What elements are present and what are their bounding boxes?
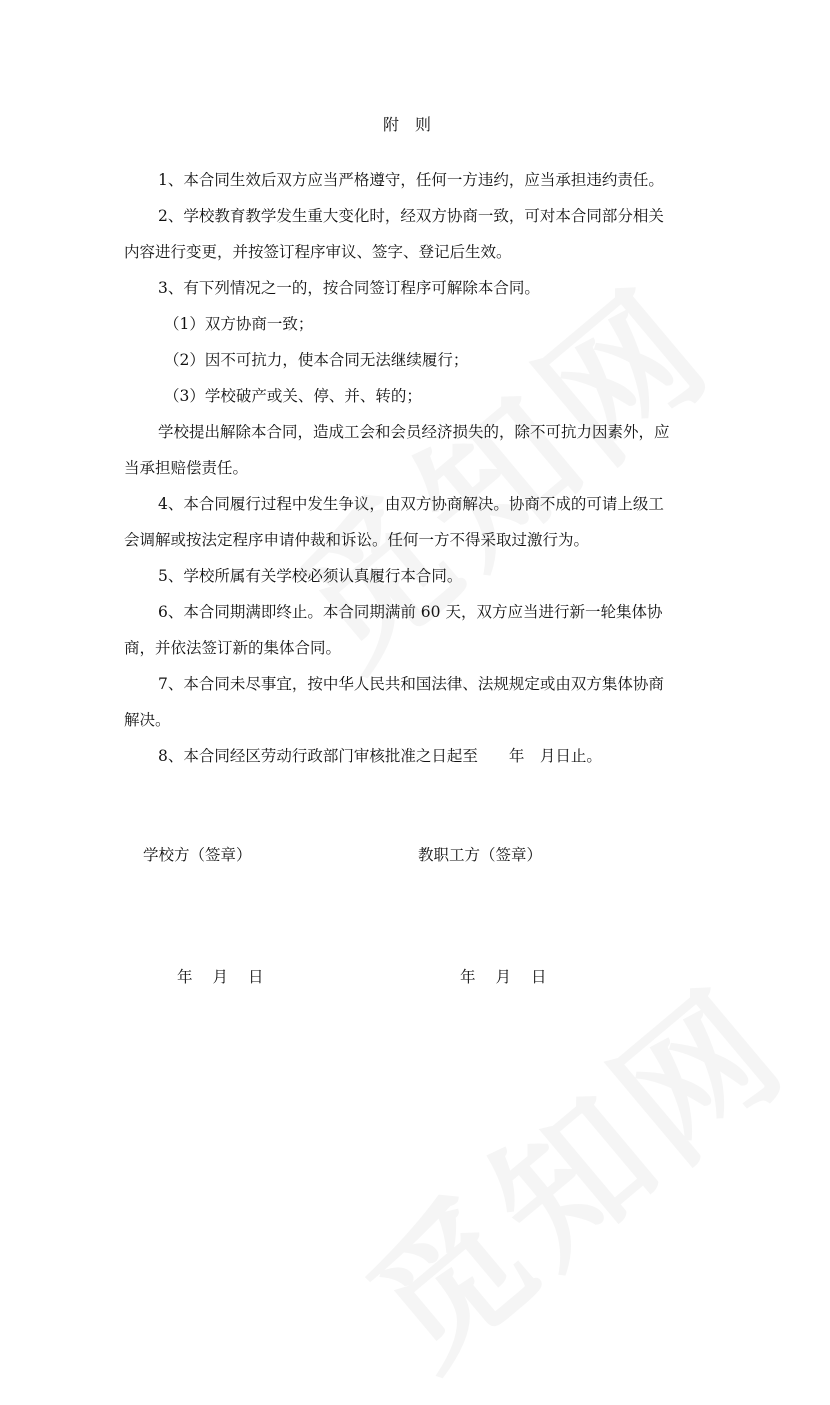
clause-1: [124, 162, 746, 198]
clause-3-note: [124, 414, 712, 486]
clause-2-line-2: 内容进行变更，并按签订程序审议、签字、登记后生效。: [124, 243, 512, 261]
clause-3-note-line-1: 学校提出解除本合同，造成工会和会员经济损失的，除不可抗力因素外，应: [158, 423, 670, 441]
clause-8-text: 8、本合同经区劳动行政部门审核批准之日起至 年 月日止。: [158, 747, 602, 765]
clause-3-item-text: （1）双方协商一致；: [164, 315, 314, 333]
clause-7-line-2: 解决。: [124, 711, 171, 729]
date-year: 年: [460, 968, 476, 986]
clause-2-line-1: 2、学校教育教学发生重大变化时，经双方协商一致，可对本合同部分相关: [158, 207, 664, 225]
clause-7: [124, 666, 712, 738]
clause-3-note-line-2: 当承担赔偿责任。: [124, 459, 249, 477]
staff-signature-date: [460, 965, 547, 989]
clause-3: [124, 270, 746, 306]
clause-4-line-2: 会调解或按法定程序申请仲裁和诉讼。任何一方不得采取过激行为。: [124, 531, 590, 549]
school-signature-label: 学校方（签章）: [143, 846, 252, 864]
date-month: 月: [212, 968, 229, 986]
staff-signature-label: 教职工方（签章）: [418, 846, 543, 864]
clause-6-line-1: 6、本合同期满即终止。本合同期满前 60 天，双方应当进行新一轮集体协: [158, 603, 663, 621]
clause-6: [124, 594, 712, 666]
clause-5-text: 5、学校所属有关学校必须认真履行本合同。: [158, 567, 463, 585]
date-month: 月: [495, 968, 512, 986]
clause-3-item-3: [124, 378, 752, 414]
date-day: 日: [248, 968, 264, 986]
clause-3-item-text: （3）学校破产或关、停、并、转的；: [164, 387, 422, 405]
clause-7-line-1: 7、本合同未尽事宜，按中华人民共和国法律、法规规定或由双方集体协商: [158, 675, 664, 693]
clause-8: [124, 738, 746, 774]
clause-1-text: 1、本合同生效后双方应当严格遵守，任何一方违约，应当承担违约责任。: [158, 171, 664, 189]
page-title: 附则: [382, 115, 447, 134]
clause-4: [124, 486, 712, 558]
clause-3-item-2: [124, 342, 752, 378]
clause-4-line-1: 4、本合同履行过程中发生争议，由双方协商解决。协商不成的可请上级工: [158, 495, 664, 513]
watermark: [317, 931, 824, 1405]
clause-2: [124, 198, 712, 270]
school-signature-date: [177, 965, 264, 989]
date-year: 年: [177, 968, 193, 986]
clause-6-line-2: 商，并依法签订新的集体合同。: [124, 639, 342, 657]
clause-3-text: 3、有下列情况之一的，按合同签订程序可解除本合同。: [158, 279, 540, 297]
date-day: 日: [531, 968, 547, 986]
clause-5: [124, 558, 746, 594]
clause-3-item-1: [124, 306, 752, 342]
clause-3-item-text: （2）因不可抗力，使本合同无法继续履行；: [164, 351, 469, 369]
